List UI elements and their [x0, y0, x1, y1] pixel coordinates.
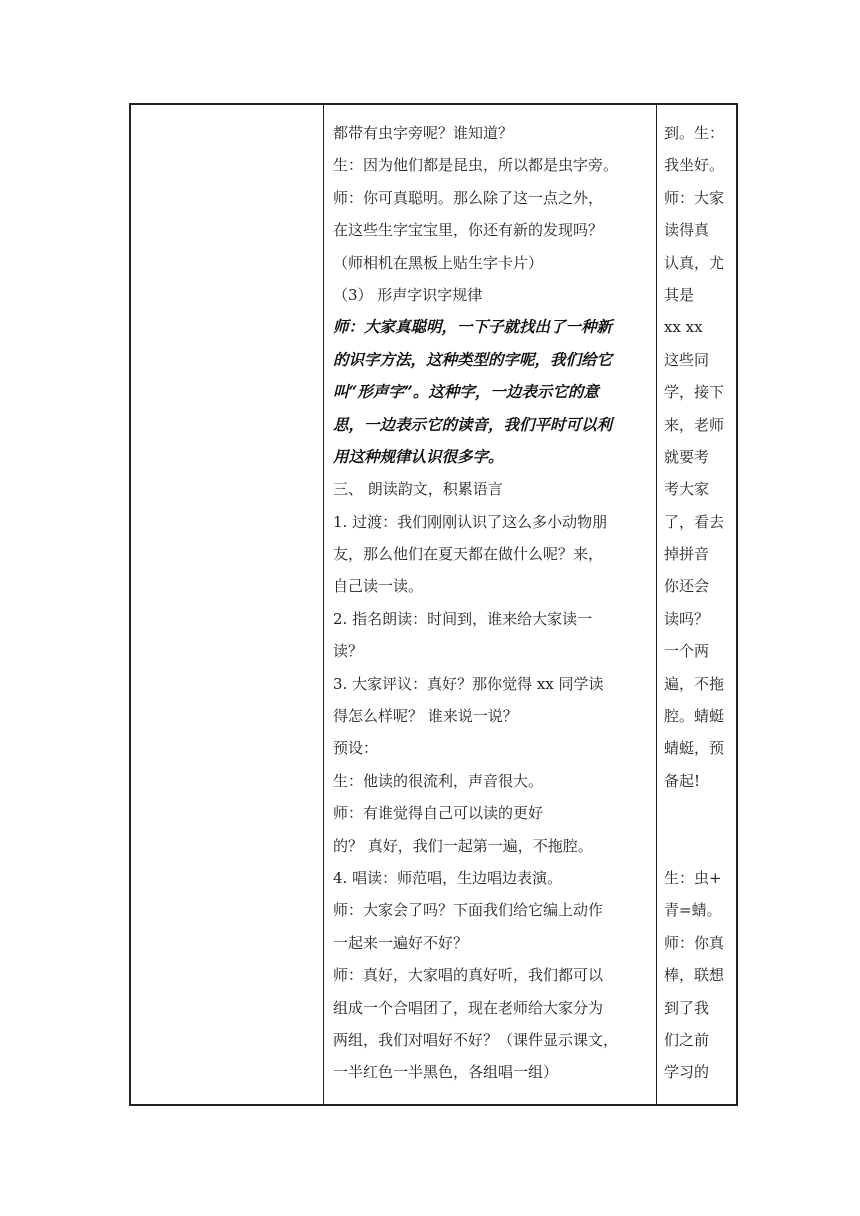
note-text-line: 腔。蜻蜓 — [664, 707, 725, 726]
lesson-text-line: （师相机在黑板上贴生字卡片） — [333, 253, 544, 272]
right-note-block-1 — [664, 117, 736, 797]
lesson-text-line: 叫“形声字”。这种字，一边表示它的意 — [333, 382, 599, 402]
lesson-text-line: 组成一个合唱团了，现在老师给大家分为 — [333, 998, 604, 1017]
lesson-text-line: 在这些生字宝宝里，你还有新的发现吗？ — [333, 221, 604, 240]
lesson-text-line: 都带有虫字旁呢？谁知道？ — [333, 124, 514, 142]
lesson-text-line: 两组，我们对唱好不好？（课件显示课文， — [333, 1030, 619, 1049]
note-text-line: 学习的 — [664, 1063, 710, 1082]
column-divider-right — [656, 105, 657, 1104]
note-text-line: 师：你真 — [664, 933, 725, 952]
lesson-text-line: 1. 过渡：我们刚刚认识了这么多小动物朋 — [333, 512, 608, 531]
note-text-line: 生：虫+ — [664, 869, 722, 887]
note-text-line: 认真，尤 — [664, 253, 725, 272]
lesson-text-line: 用这种规律认识很多字。 — [333, 446, 504, 466]
lesson-text-line: 一半红色一半黑色，各组唱一组） — [333, 1063, 559, 1082]
lesson-text-line: 3. 大家评议：真好？那你觉得 xx 同学读 — [333, 674, 604, 693]
note-text-line: 遍，不拖 — [664, 674, 725, 693]
right-note-gap — [664, 797, 736, 862]
lesson-text-line: 三、 朗读韵文，积累语言 — [333, 480, 503, 499]
note-text-line: 读得真 — [664, 221, 710, 240]
note-text-line: 到。生： — [664, 124, 725, 142]
lesson-text-line: 师：你可真聪明。那么除了这一点之外， — [333, 188, 604, 207]
note-text-line: 读吗？ — [664, 609, 710, 628]
note-text-line: xx xx — [664, 318, 703, 337]
lesson-text-line: 生：他读的很流利，声音很大。 — [333, 771, 544, 790]
note-text-line: 青=蜻。 — [664, 901, 722, 920]
design-intent-column — [664, 117, 736, 1089]
teaching-process-column — [333, 117, 653, 1089]
lesson-text-line: 得怎么样呢？ 谁来说一说？ — [333, 707, 518, 726]
lesson-text-line: 师：大家真聪明，一下子就找出了一种新 — [333, 317, 613, 337]
lesson-text-line: 一起来一遍好不好？ — [333, 933, 469, 952]
lesson-text-line: 的识字方法，这种类型的字呢，我们给它 — [333, 349, 613, 369]
column-divider-left — [323, 105, 324, 1104]
note-text-line: 其是 — [664, 285, 695, 304]
lesson-text-line: 师：真好，大家唱的真好听，我们都可以 — [333, 966, 604, 985]
note-text-line: 了，看去 — [664, 512, 725, 531]
note-text-line: 师：大家 — [664, 188, 725, 207]
lesson-text-line: 生：因为他们都是昆虫，所以都是虫字旁。 — [333, 156, 619, 175]
note-text-line: 到了我 — [664, 998, 710, 1017]
note-text-line: 们之前 — [664, 1030, 710, 1049]
lesson-text-line: 自己读一读。 — [333, 577, 424, 596]
lesson-text-line: 读？ — [333, 642, 364, 661]
note-text-line: 棒，联想 — [664, 966, 725, 985]
lesson-text-line: 4. 唱读：师范唱，生边唱边表演。 — [333, 868, 563, 887]
lesson-text-line: 的？ 真好，我们一起第一遍，不拖腔。 — [333, 836, 593, 855]
note-text-line: 这些同 — [664, 350, 710, 369]
lesson-text-line: 2. 指名朗读：时间到，谁来给大家读一 — [333, 609, 593, 628]
note-text-line: 来，老师 — [664, 415, 725, 434]
lesson-text-line: 友，那么他们在夏天都在做什么呢？来， — [333, 545, 604, 564]
lesson-table — [129, 103, 738, 1106]
note-text-line: 你还会 — [664, 577, 710, 596]
lesson-text-line: 师：有谁觉得自己可以读的更好 — [333, 804, 544, 823]
note-text-line: 我坐好。 — [664, 156, 725, 175]
note-text-line: 考大家 — [664, 480, 710, 499]
note-text-line: 掉拼音 — [664, 545, 710, 564]
note-text-line: 学，接下 — [664, 383, 725, 402]
note-text-line: 备起! — [664, 771, 701, 790]
note-text-line: 就要考 — [664, 447, 710, 466]
note-text-line: 蜻蜓，预 — [664, 739, 725, 758]
note-text-line: 一个两 — [664, 642, 710, 661]
lesson-text-line: （3） 形声字识字规律 — [333, 285, 483, 304]
lesson-text-line: 预设： — [333, 739, 379, 758]
lesson-text-line: 思，一边表示它的读音，我们平时可以利 — [333, 414, 613, 434]
right-note-block-2 — [664, 862, 736, 1089]
lesson-text-line: 师：大家会了吗？下面我们给它编上动作 — [333, 901, 604, 920]
